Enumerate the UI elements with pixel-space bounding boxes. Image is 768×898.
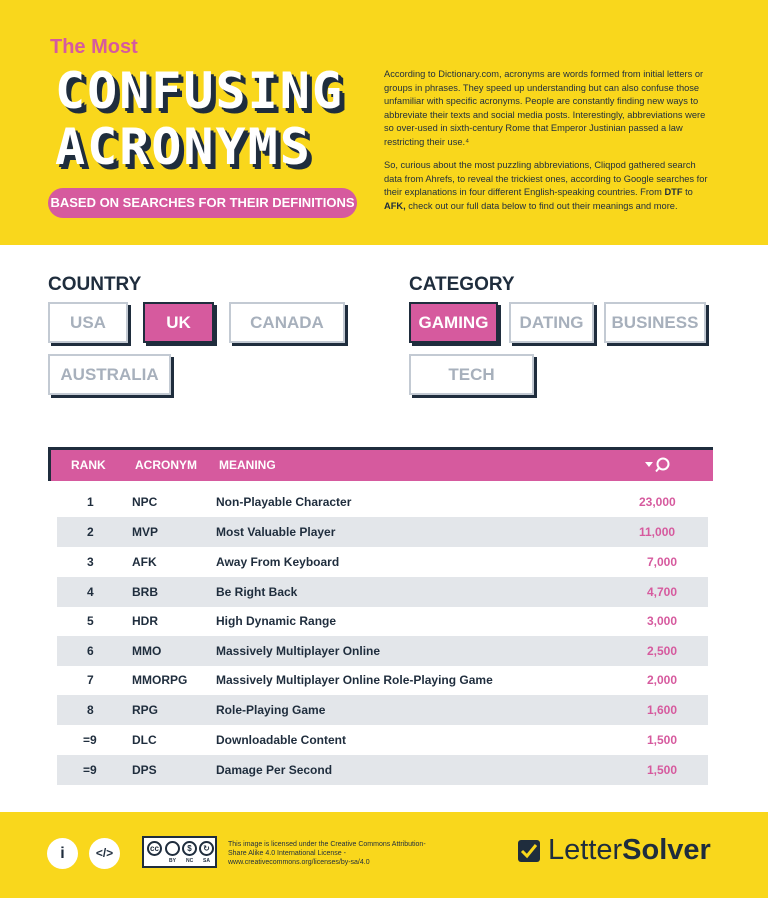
embed-code-icon[interactable]: </> (89, 838, 120, 869)
sort-searches-icon[interactable] (643, 456, 675, 477)
license-text: This image is licensed under the Creative Commons Attribution-Share Alike 4.0 International License - www.creativecommons.org/licenses/by-sa/4.0 (228, 841, 426, 866)
country-canada-button[interactable]: CANADA (229, 302, 345, 343)
category-dating-button[interactable]: DATING (509, 302, 594, 343)
country-uk-button[interactable]: UK (143, 302, 214, 343)
table-row: 4 BRB Be Right Back 4,700 (57, 577, 708, 607)
intro-text (384, 68, 714, 213)
category-tech-button[interactable]: TECH (409, 354, 534, 395)
dtf-highlight: DTF (664, 187, 683, 197)
creative-commons-badge[interactable]: cc $ ↻ BY NC SA (142, 836, 217, 868)
table-row: 6 MMO Massively Multiplayer Online 2,500 (57, 636, 708, 666)
table-row: =9 DPS Damage Per Second 1,500 (57, 755, 708, 785)
category-gaming-button[interactable]: GAMING (409, 302, 498, 343)
title-kicker: The Most (50, 36, 138, 58)
acronym-column-header: ACRONYM (135, 458, 197, 472)
check-logo-icon (518, 840, 540, 862)
country-title: COUNTRY (48, 274, 142, 295)
by-icon (165, 841, 180, 856)
brand-logo[interactable]: LetterSolver (548, 834, 711, 866)
table-row: 8 RPG Role-Playing Game 1,600 (57, 695, 708, 725)
rank-column-header: RANK (71, 458, 106, 472)
afk-highlight: AFK, (384, 200, 406, 211)
table-header (48, 447, 713, 481)
intro-paragraph-1: According to Dictionary.com, acronyms are words formed from initial letters or groups in phrases. They speed up understanding but can also confuse those unfamiliar with specific acronyms. People are constantly finding new ways to abbreviate their texts and social media posts. Interestingly, abbreviations were so over-used in sixth-century Rome that Emperor Justinian passed a law restricting their use.⁴ (384, 69, 706, 147)
sa-icon: ↻ (199, 841, 214, 856)
category-business-button[interactable]: BUSINESS (604, 302, 706, 343)
category-title: CATEGORY (409, 274, 515, 295)
cc-icon: cc (147, 841, 162, 856)
table-row: =9 DLC Downloadable Content 1,500 (83, 733, 678, 747)
title-line-1: CONFUSING (55, 62, 344, 120)
table-row: 7 MMORPG Massively Multiplayer Online Role-Playing Game 2,000 (87, 673, 678, 687)
title-line-2: ACRONYMS (55, 118, 312, 176)
table-row: 1 NPC Non-Playable Character 23,000 (87, 495, 676, 509)
table-row: 5 HDR High Dynamic Range 3,000 (87, 614, 678, 628)
nc-icon: $ (182, 841, 197, 856)
intro-paragraph-2: So, curious about the most puzzling abbreviations, Cliqpod gathered search data from Ahrefs, to reveal the trickiest ones, according to Google searches for their explanations in four different English-speaking countries. From DTF to AFK, check out our full data below to find out their meanings and more. (384, 160, 708, 211)
subtitle-pill: BASED ON SEARCHES FOR THEIR DEFINITIONS (48, 188, 357, 218)
country-australia-button[interactable]: AUSTRALIA (48, 354, 171, 395)
info-icon[interactable]: i (47, 838, 78, 869)
table-row: 2 MVP Most Valuable Player 11,000 (57, 517, 708, 547)
meaning-column-header: MEANING (219, 458, 276, 472)
country-usa-button[interactable]: USA (48, 302, 128, 343)
table-row: 3 AFK Away From Keyboard 7,000 (87, 555, 678, 569)
